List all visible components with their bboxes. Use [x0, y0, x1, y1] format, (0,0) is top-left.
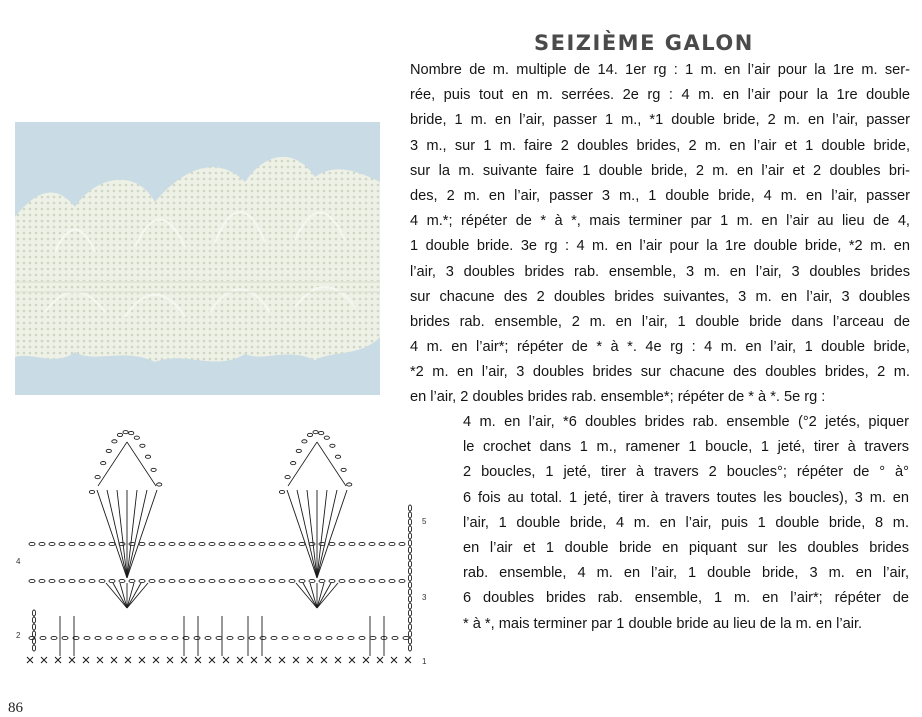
chain-symbol [79, 542, 85, 545]
chain-symbol [403, 636, 409, 639]
double-crochet-symbol [97, 490, 127, 578]
instruction-line: 6 fois au total. 1 jeté, tirer à travers toutes les boucles), 3 m. en [463, 489, 909, 506]
chain-symbol [408, 533, 411, 539]
chain-symbol [32, 631, 35, 637]
lace-photo [15, 122, 380, 395]
double-crochet-symbol [127, 490, 147, 578]
instruction-line: brides rab. ensemble, 2 m. en l’air, 1 double bride dans l’arceau de [410, 313, 910, 330]
chain-symbol [39, 542, 45, 545]
chain-symbol [408, 582, 411, 588]
chain-symbol [99, 542, 105, 545]
row-number-label: 3 [422, 593, 427, 602]
chain-symbol [49, 542, 55, 545]
chain-symbol [359, 636, 365, 639]
chain-symbol [299, 542, 305, 545]
chain-symbol [29, 579, 35, 582]
chain-symbol [89, 542, 95, 545]
chain-symbol [249, 636, 255, 639]
sc-stitch-symbol [321, 657, 327, 663]
instruction-line: le crochet dans 1 m., ramener 1 boucle, 1 jeté, tirer à travers [463, 439, 909, 456]
chain-symbol [271, 636, 277, 639]
sc-stitch-symbol [139, 657, 145, 663]
double-crochet-symbol [117, 490, 127, 578]
chain-symbol [408, 540, 411, 546]
chain-symbol [349, 542, 355, 545]
chain-symbol [392, 636, 398, 639]
chain-symbol [117, 636, 123, 639]
chain-symbol [335, 455, 340, 458]
double-crochet-symbol [127, 442, 156, 486]
chain-symbol [238, 636, 244, 639]
sc-stitch-symbol [41, 657, 47, 663]
sc-stitch-symbol [69, 657, 75, 663]
chain-symbol [89, 579, 95, 582]
crochet-diagram [12, 428, 437, 673]
chain-symbol [219, 542, 225, 545]
sc-stitch-symbol [363, 657, 369, 663]
chain-symbol [32, 645, 35, 651]
chain-symbol [169, 542, 175, 545]
instruction-line: en l’air et 1 double bride en piquant sur les doubles brides [463, 539, 909, 556]
chain-symbol [229, 579, 235, 582]
chain-symbol [359, 542, 365, 545]
chain-symbol [408, 554, 411, 560]
chain-symbol [219, 579, 225, 582]
chain-symbol [408, 568, 411, 574]
chain-symbol [134, 436, 139, 439]
chain-symbol [349, 579, 355, 582]
chain-symbol [51, 636, 57, 639]
chain-symbol [408, 512, 411, 518]
crochet-chart [12, 428, 437, 673]
sc-stitch-symbol [55, 657, 61, 663]
instruction-line: l’air, 3 doubles brides rab. ensemble, 3 m. en l’air, 3 doubles brides [410, 263, 910, 280]
chain-symbol [101, 461, 106, 464]
chain-symbol [239, 579, 245, 582]
instruction-line: 6 doubles brides rab. ensemble, 1 m. en l’air*; répéter de [463, 590, 909, 607]
chain-symbol [370, 636, 376, 639]
sc-stitch-symbol [307, 657, 313, 663]
double-crochet-symbol [317, 490, 347, 578]
chain-symbol [313, 431, 318, 434]
chain-symbol [279, 490, 284, 493]
chain-symbol [291, 461, 296, 464]
sc-stitch-symbol [293, 657, 299, 663]
chain-symbol [69, 542, 75, 545]
double-crochet-symbol [107, 490, 127, 578]
chain-symbol [129, 431, 134, 434]
chain-symbol [319, 431, 324, 434]
chain-symbol [329, 542, 335, 545]
sc-stitch-symbol [265, 657, 271, 663]
sc-stitch-symbol [97, 657, 103, 663]
chain-symbol [289, 579, 295, 582]
chain-symbol [189, 542, 195, 545]
sc-stitch-symbol [335, 657, 341, 663]
chain-symbol [179, 542, 185, 545]
double-crochet-symbol [127, 490, 157, 578]
sc-stitch-symbol [251, 657, 257, 663]
chain-symbol [106, 449, 111, 452]
double-crochet-symbol [127, 583, 141, 608]
sc-stitch-symbol [209, 657, 215, 663]
chain-symbol [408, 624, 411, 630]
chain-symbol [112, 440, 117, 443]
chain-symbol [369, 579, 375, 582]
chain-symbol [408, 561, 411, 567]
lace-illustration [15, 122, 380, 395]
instruction-line: 3 m., sur 1 m. faire 2 doubles brides, 2 m. en l’air et 1 double bride, [410, 137, 910, 154]
chain-symbol [59, 579, 65, 582]
chain-symbol [109, 542, 115, 545]
double-crochet-symbol [288, 442, 317, 486]
chain-symbol [249, 542, 255, 545]
instruction-line: bride, 1 m. en l’air, passer 1 m., *1 double bride, 2 m. en l’air, passer [410, 112, 910, 129]
chain-symbol [330, 444, 335, 447]
chain-symbol [408, 638, 411, 644]
chain-symbol [149, 542, 155, 545]
chain-symbol [32, 624, 35, 630]
chain-symbol [304, 636, 310, 639]
chain-symbol [59, 542, 65, 545]
chain-symbol [209, 579, 215, 582]
chain-symbol [150, 636, 156, 639]
chain-symbol [49, 579, 55, 582]
instructions-paragraph-2 [463, 410, 909, 637]
chain-symbol [309, 579, 315, 582]
chain-symbol [359, 579, 365, 582]
chain-symbol [282, 636, 288, 639]
chain-symbol [229, 542, 235, 545]
chain-symbol [89, 490, 94, 493]
chain-symbol [179, 579, 185, 582]
double-crochet-symbol [127, 490, 137, 578]
chain-symbol [139, 542, 145, 545]
chain-symbol [194, 636, 200, 639]
instruction-line: sur la m. suivante faire 1 double bride, 2 m. en l’air et 2 doubles bri- [410, 162, 910, 179]
chain-symbol [123, 431, 128, 434]
sc-stitch-symbol [167, 657, 173, 663]
double-crochet-symbol [303, 583, 317, 608]
chain-symbol [389, 579, 395, 582]
instruction-line: 1 double bride. 3e rg : 4 m. en l’air pour la 1re double bride, *2 m. en [410, 238, 910, 255]
instruction-line: * à *, mais terminer par 1 double bride au lieu de la m. en l’air. [463, 615, 863, 632]
instruction-line: 4 m.*; répéter de * à *, mais terminer par 1 m. en l’air au lieu de 4, [410, 213, 910, 230]
sc-stitch-symbol [125, 657, 131, 663]
chain-symbol [329, 579, 335, 582]
row-number-label: 1 [422, 657, 427, 666]
row-number-label: 5 [422, 517, 427, 526]
sc-stitch-symbol [153, 657, 159, 663]
sc-stitch-symbol [111, 657, 117, 663]
instruction-line: en l’air, 2 doubles brides rab. ensemble*; répéter de * à *. 5e rg : [410, 389, 826, 406]
chain-symbol [249, 579, 255, 582]
instruction-line: 2 boucles, 1 jeté, tirer à travers 2 boucles°; répéter de ° à° [463, 464, 909, 481]
chain-symbol [339, 542, 345, 545]
chain-symbol [269, 542, 275, 545]
chain-symbol [319, 579, 325, 582]
chain-symbol [216, 636, 222, 639]
chain-symbol [408, 617, 411, 623]
chain-symbol [69, 579, 75, 582]
instruction-line: l’air, 1 double bride, 4 m. en l’air, puis 1 double bride, 8 m. [463, 514, 909, 531]
sc-stitch-symbol [349, 657, 355, 663]
chain-symbol [299, 579, 305, 582]
chain-symbol [337, 636, 343, 639]
chain-symbol [159, 542, 165, 545]
sc-stitch-symbol [27, 657, 33, 663]
chain-symbol [408, 603, 411, 609]
chain-symbol [369, 542, 375, 545]
chain-symbol [157, 483, 162, 486]
row-number-label: 4 [16, 557, 21, 566]
chain-symbol [399, 542, 405, 545]
chain-symbol [205, 636, 211, 639]
chain-symbol [326, 636, 332, 639]
chain-symbol [259, 542, 265, 545]
double-crochet-symbol [113, 583, 127, 608]
chain-symbol [408, 589, 411, 595]
chain-symbol [279, 542, 285, 545]
chain-symbol [62, 636, 68, 639]
chain-symbol [40, 636, 46, 639]
chain-symbol [39, 579, 45, 582]
chain-symbol [95, 475, 100, 478]
chain-symbol [279, 579, 285, 582]
chain-symbol [159, 579, 165, 582]
chain-symbol [227, 636, 233, 639]
double-crochet-symbol [317, 490, 337, 578]
chain-symbol [389, 542, 395, 545]
sc-stitch-symbol [83, 657, 89, 663]
chain-symbol [259, 579, 265, 582]
sc-stitch-symbol [405, 657, 411, 663]
chain-symbol [32, 610, 35, 616]
page-number: 86 [8, 700, 23, 716]
double-crochet-symbol [317, 583, 331, 608]
instruction-line: rée, puis tout en m. serrées. 2e rg : 4 m. en l’air pour la 1re double [410, 87, 910, 104]
chain-symbol [408, 526, 411, 532]
chain-symbol [341, 468, 346, 471]
double-crochet-symbol [317, 442, 346, 486]
chain-symbol [347, 483, 352, 486]
chain-symbol [408, 645, 411, 651]
instruction-line: *2 m. en l’air, 3 doubles brides sur chacune des doubles brides, 2 m. [410, 364, 910, 381]
chain-symbol [408, 610, 411, 616]
double-crochet-symbol [98, 442, 127, 486]
chain-symbol [139, 579, 145, 582]
instruction-line: sur chacune des 2 doubles brides suivantes, 3 m. en l’air, 3 doubles [410, 288, 910, 305]
double-crochet-symbol [297, 490, 317, 578]
chain-symbol [408, 547, 411, 553]
chain-symbol [399, 579, 405, 582]
chain-symbol [348, 636, 354, 639]
chain-symbol [408, 575, 411, 581]
sc-stitch-symbol [223, 657, 229, 663]
sc-stitch-symbol [237, 657, 243, 663]
chain-symbol [151, 468, 156, 471]
chain-symbol [239, 542, 245, 545]
chain-symbol [29, 542, 35, 545]
chain-symbol [408, 519, 411, 525]
chain-symbol [84, 636, 90, 639]
chain-symbol [379, 579, 385, 582]
chain-symbol [129, 579, 135, 582]
chain-symbol [408, 631, 411, 637]
chain-symbol [128, 636, 134, 639]
double-crochet-symbol [307, 490, 317, 578]
chain-symbol [149, 579, 155, 582]
chain-symbol [307, 433, 312, 436]
chain-symbol [269, 579, 275, 582]
chain-symbol [379, 542, 385, 545]
chain-symbol [209, 542, 215, 545]
chain-symbol [408, 505, 411, 511]
chain-symbol [339, 579, 345, 582]
chain-symbol [296, 449, 301, 452]
chain-symbol [109, 579, 115, 582]
chain-symbol [289, 542, 295, 545]
sc-stitch-symbol [195, 657, 201, 663]
chain-symbol [260, 636, 266, 639]
row-number-label: 2 [16, 631, 21, 640]
chain-symbol [408, 596, 411, 602]
chain-symbol [145, 455, 150, 458]
instruction-line: 4 m. en l’air*; répéter de * à *. 4e rg : 4 m. en l’air, 1 double bride, [410, 339, 910, 356]
double-crochet-symbol [317, 490, 327, 578]
chain-symbol [139, 636, 145, 639]
chain-symbol [95, 636, 101, 639]
instruction-line: rab. ensemble, 4 m. en l’air, 1 double bride, 3 m. en l’air, [463, 565, 909, 582]
chain-symbol [79, 579, 85, 582]
chain-symbol [161, 636, 167, 639]
chain-symbol [293, 636, 299, 639]
sc-stitch-symbol [279, 657, 285, 663]
chain-symbol [199, 542, 205, 545]
instruction-line: 4 m. en l’air, *6 doubles brides rab. ensemble (°2 jetés, piquer [463, 414, 909, 430]
chain-symbol [140, 444, 145, 447]
instructions-paragraph-1 [410, 58, 910, 411]
instruction-line: des, 2 m. en l’air, passer 3 m., 1 double bride, 4 m. en l’air, passer [410, 187, 910, 204]
chain-symbol [189, 579, 195, 582]
chain-symbol [117, 433, 122, 436]
sc-stitch-symbol [181, 657, 187, 663]
chain-symbol [172, 636, 178, 639]
chain-symbol [285, 475, 290, 478]
sc-stitch-symbol [391, 657, 397, 663]
chain-symbol [169, 579, 175, 582]
chain-symbol [106, 636, 112, 639]
instruction-line: Nombre de m. multiple de 14. 1er rg : 1 m. en l’air pour la 1re m. ser- [410, 62, 910, 78]
page-title: SEIZIÈME GALON [534, 31, 754, 55]
chain-symbol [99, 579, 105, 582]
sc-stitch-symbol [377, 657, 383, 663]
double-crochet-symbol [287, 490, 317, 578]
chain-symbol [302, 440, 307, 443]
chain-symbol [32, 617, 35, 623]
chain-symbol [315, 636, 321, 639]
chain-symbol [119, 579, 125, 582]
chain-symbol [199, 579, 205, 582]
chain-symbol [324, 436, 329, 439]
